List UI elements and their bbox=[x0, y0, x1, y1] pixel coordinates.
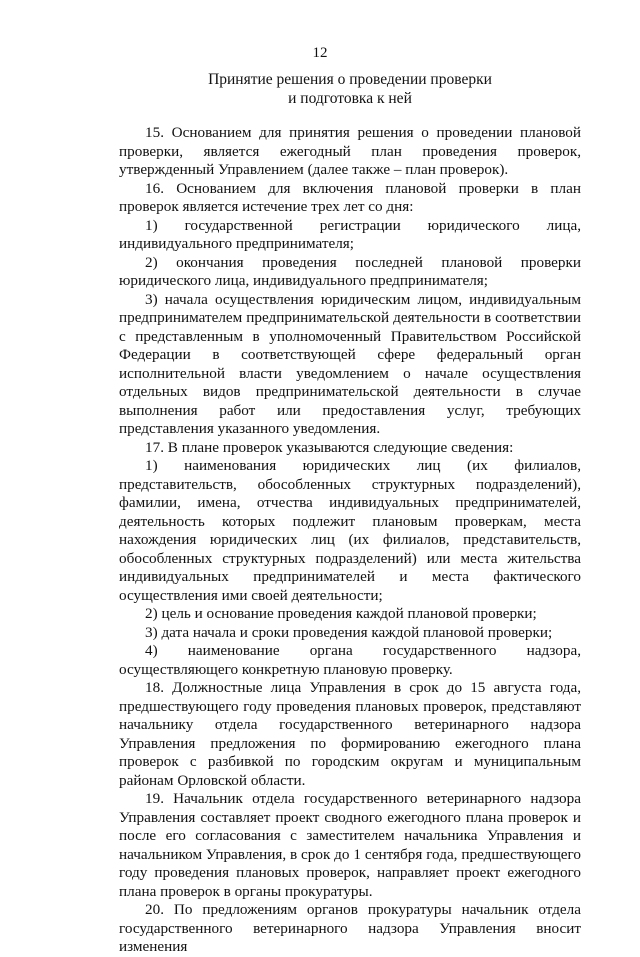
page-number: 12 bbox=[312, 45, 328, 61]
paragraph-15: 15. Основанием для принятия решения о проведении плановой проверки, является ежегодный план проведения проверок, утвержденный Управлением (далее также – план проверок). bbox=[119, 124, 581, 178]
section-heading-line-1: Принятие решения о проведении проверки bbox=[208, 71, 492, 88]
paragraph-16: 16. Основанием для включения плановой проверки в план проверок является истечение трех лет со дня: bbox=[119, 179, 581, 215]
paragraph-16-item-2: 2) окончания проведения последней плановой проверки юридического лица, индивидуального предпринимателя; bbox=[119, 253, 581, 289]
section-heading-line-2: и подготовка к ней bbox=[288, 90, 412, 107]
paragraph-17-item-3: 3) дата начала и сроки проведения каждой плановой проверки; bbox=[145, 623, 553, 641]
paragraph-19: 19. Начальник отдела государственного ветеринарного надзора Управления составляет проект сводного ежегодного плана проверок и после его согласования с заместителем начальника Управления и начальником Управления, в срок до 1 сентября года, предшествующего году проведения плановых проверок, направляет проект ежегодного плана проверок в органы прокуратуры. bbox=[119, 790, 581, 900]
document-body bbox=[119, 124, 581, 957]
paragraph-17: 17. В плане проверок указываются следующие сведения: bbox=[145, 438, 514, 456]
paragraph-16-item-3: 3) начала осуществления юридическим лицом, индивидуальным предпринимателем предпринимательской деятельности в соответствии с представленным в уполномоченный Правительством Российской Федерации в соответствующей сфере федеральный орган исполнительной власти уведомлением о начале осуществления отдельных видов предпринимательской деятельности в случае выполнения работ или предоставления услуг, требующих представления указанного уведомления. bbox=[119, 290, 581, 437]
paragraph-20: 20. По предложениям органов прокуратуры начальник отдела государственного ветеринарного надзора Управления вносит изменения bbox=[119, 901, 581, 955]
paragraph-17-item-1: 1) наименования юридических лиц (их филиалов, представительств, обособленных структурных подразделений), фамилии, имена, отчества индивидуальных предпринимателей, деятельность которых подлежит плановым проверкам, места нахождения юридических лиц (их филиалов, представительств, обособленных структурных подразделений) или места жительства индивидуальных предпринимателей и места фактического осуществления ими своей деятельности; bbox=[119, 457, 581, 604]
paragraph-16-item-1: 1) государственной регистрации юридического лица, индивидуального предпринимателя; bbox=[119, 216, 581, 252]
paragraph-17-item-2: 2) цель и основание проведения каждой плановой проверки; bbox=[145, 605, 537, 622]
paragraph-18: 18. Должностные лица Управления в срок до 15 августа года, предшествующего году проведения плановых проверок, представляют начальнику отдела государственного ветеринарного надзора Управления предложения по формированию ежегодного плана проверок с разбивкой по городским округам и муниципальным районам Орловской области. bbox=[119, 679, 581, 789]
section-heading bbox=[90, 70, 610, 108]
paragraph-17-item-4: 4) наименование органа государственного надзора, осуществляющего конкретную плановую проверку. bbox=[119, 642, 581, 678]
